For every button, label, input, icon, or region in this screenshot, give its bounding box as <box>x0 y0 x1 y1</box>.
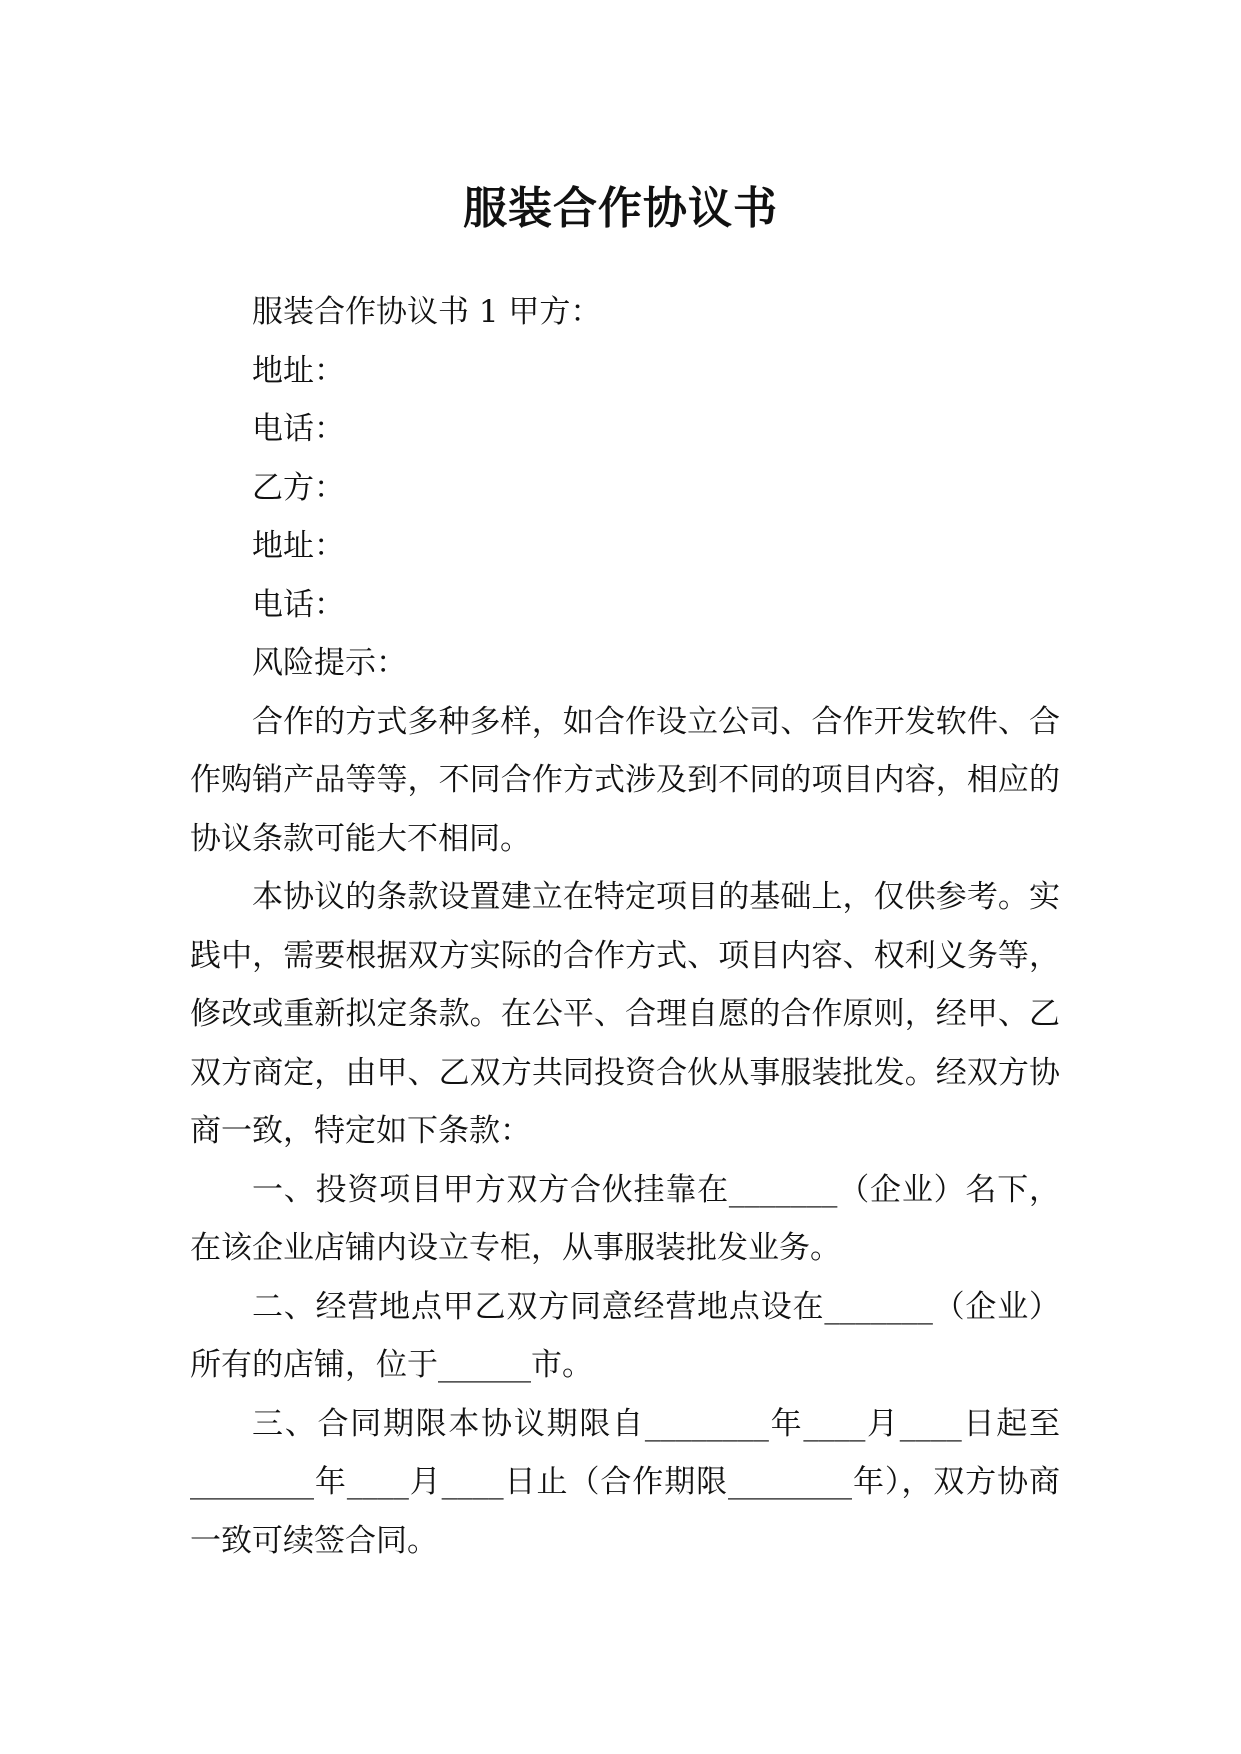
clause-3-term: 三、合同期限本协议期限自________年____月____日起至________年____月____日止（合作期限________年），双方协商一致可续签合同。 <box>190 1405 1060 1559</box>
risk-notice-heading: 风险提示： <box>252 645 407 681</box>
party-b-address: 地址： <box>252 528 345 564</box>
party-a-line: 服装合作协议书 1 甲方： <box>252 294 602 330</box>
document-title: 服装合作协议书 <box>463 183 778 235</box>
party-b-phone: 电话： <box>252 586 345 623</box>
clause-2-location: 二、经营地点甲乙双方同意经营地点设在_______（企业）所有的店铺，位于______市。 <box>190 1288 1060 1383</box>
party-b-line: 乙方： <box>252 469 345 506</box>
party-a-phone: 电话： <box>252 411 345 447</box>
risk-notice-paragraph: 合作的方式多种多样，如合作设立公司、合作开发软件、合作购销产品等等，不同合作方式涉及到不同的项目内容，相应的协议条款可能大不相同。 <box>190 703 1060 857</box>
preamble-paragraph: 本协议的条款设置建立在特定项目的基础上，仅供参考。实践中，需要根据双方实际的合作方式、项目内容、权利义务等，修改或重新拟定条款。在公平、合理自愿的合作原则，经甲、乙双方商定，由甲、乙双方共同投资合伙从事服装批发。经双方协商一致，特定如下条款： <box>190 879 1060 1149</box>
document-body <box>190 283 1060 1570</box>
clause-1-investment: 一、投资项目甲方双方合伙挂靠在_______（企业）名下，在该企业店铺内设立专柜，从事服装批发业务。 <box>190 1171 1060 1266</box>
party-a-address: 地址： <box>252 352 345 389</box>
